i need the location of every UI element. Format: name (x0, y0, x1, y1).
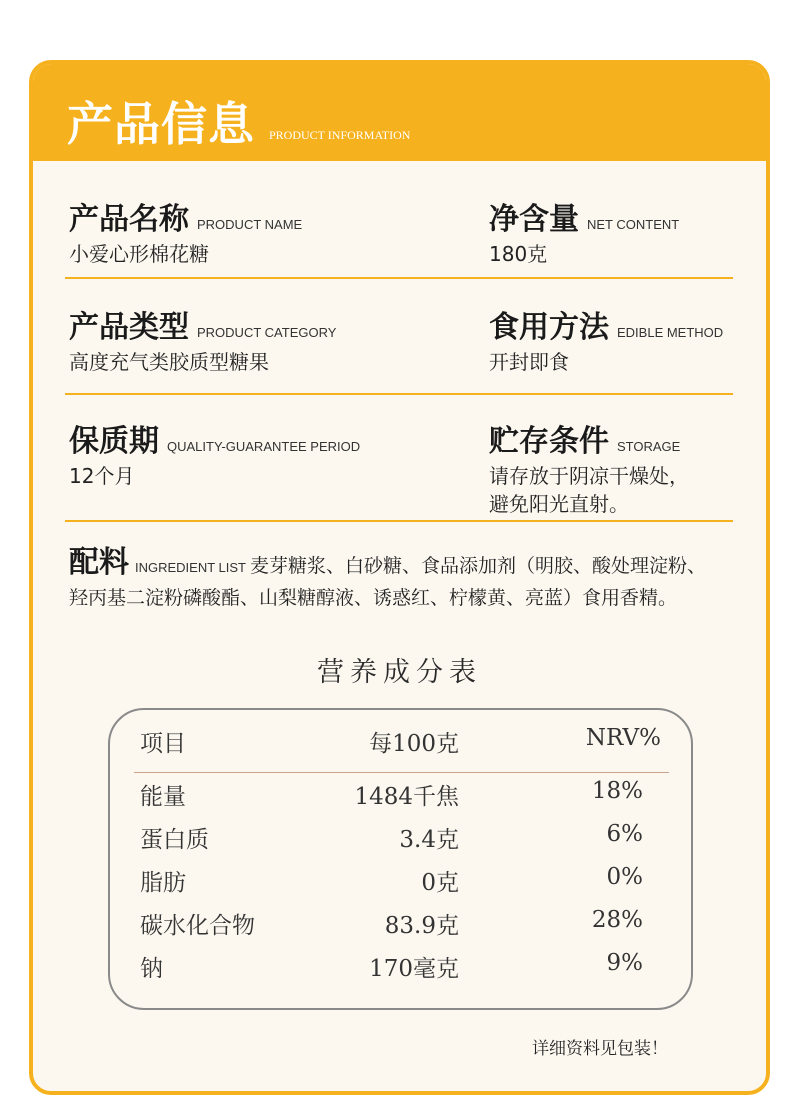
ingredients-label: 配料 (69, 545, 129, 580)
table-row (110, 778, 691, 820)
field-label-en: STORAGE (617, 439, 681, 454)
nutrition-title: 营养成分表 (317, 657, 482, 688)
header-item: 项目 (140, 731, 186, 757)
field-value: 开封即食 (489, 350, 569, 374)
field-label-en: PRODUCT NAME (197, 217, 303, 232)
field-product-category (69, 302, 336, 376)
nutrient-amount: 0克 (421, 870, 459, 896)
field-value: 12个月 (69, 464, 135, 488)
nutrient-name: 碳水化合物 (140, 913, 255, 939)
nutrient-amount: 1484千焦 (354, 784, 459, 810)
ingredients-block (69, 545, 709, 613)
footnote: 详细资料见包装！ (532, 1039, 668, 1059)
nutrition-header-row (110, 710, 691, 770)
header-per-100g: 每100克 (369, 731, 459, 757)
header-banner (33, 64, 766, 161)
nutrient-nrv: 28% (591, 907, 643, 933)
table-row (110, 864, 691, 906)
header-divider (134, 772, 669, 773)
field-label-en: NET CONTENT (587, 217, 680, 232)
nutrient-nrv: 18% (591, 778, 643, 804)
field-label: 食用方法 (489, 310, 609, 345)
table-row (110, 907, 691, 949)
field-value-line-2: 避免阳光直射。 (489, 492, 629, 516)
ingredients-text: 麦芽糖浆、白砂糖、食品添加剂（明胶、酸处理淀粉、羟丙基二淀粉磷酸酯、山梨糖醇液、诱惑红、柠檬黄、亮蓝）食用香精。 (69, 555, 707, 609)
nutrient-name: 钠 (140, 956, 163, 982)
divider (65, 393, 733, 395)
nutrient-name: 能量 (140, 784, 186, 810)
field-value-line-1: 请存放于阴凉干燥处， (489, 464, 689, 488)
nutrient-name: 蛋白质 (140, 827, 209, 853)
table-row (110, 950, 691, 992)
nutrient-amount: 3.4克 (399, 827, 459, 853)
field-label-en: EDIBLE METHOD (617, 325, 724, 340)
field-label: 贮存条件 (489, 424, 609, 459)
product-info-card (29, 60, 770, 1095)
nutrient-amount: 170毫克 (369, 956, 459, 982)
nutrient-nrv: 6% (606, 821, 643, 847)
field-label: 产品名称 (69, 202, 189, 237)
field-label-en: PRODUCT CATEGORY (197, 325, 337, 340)
field-label-en: QUALITY-GUARANTEE PERIOD (167, 439, 361, 454)
field-product-name (69, 194, 302, 268)
field-shelf-life (69, 416, 360, 490)
nutrient-amount: 83.9克 (384, 913, 459, 939)
divider (65, 277, 733, 279)
ingredients-label-en: INGREDIENT LIST (135, 560, 247, 575)
nutrient-nrv: 9% (606, 950, 643, 976)
table-row (110, 821, 691, 863)
field-value: 高度充气类胶质型糖果 (69, 350, 269, 374)
header-subtitle: PRODUCT INFORMATION (269, 128, 411, 142)
header-title: 产品信息 (67, 97, 255, 151)
field-value: 小爱心形棉花糖 (69, 242, 209, 266)
field-storage (489, 416, 689, 518)
nutrition-table (108, 708, 693, 1010)
nutrient-nrv: 0% (606, 864, 643, 890)
header-nrv: NRV% (585, 725, 661, 751)
field-edible-method (489, 302, 723, 376)
field-value: 180克 (489, 242, 548, 266)
field-label: 保质期 (69, 424, 159, 459)
field-label: 净含量 (489, 202, 579, 237)
nutrient-name: 脂肪 (140, 870, 186, 896)
divider (65, 520, 733, 522)
field-label: 产品类型 (69, 310, 189, 345)
field-net-content (489, 194, 679, 268)
